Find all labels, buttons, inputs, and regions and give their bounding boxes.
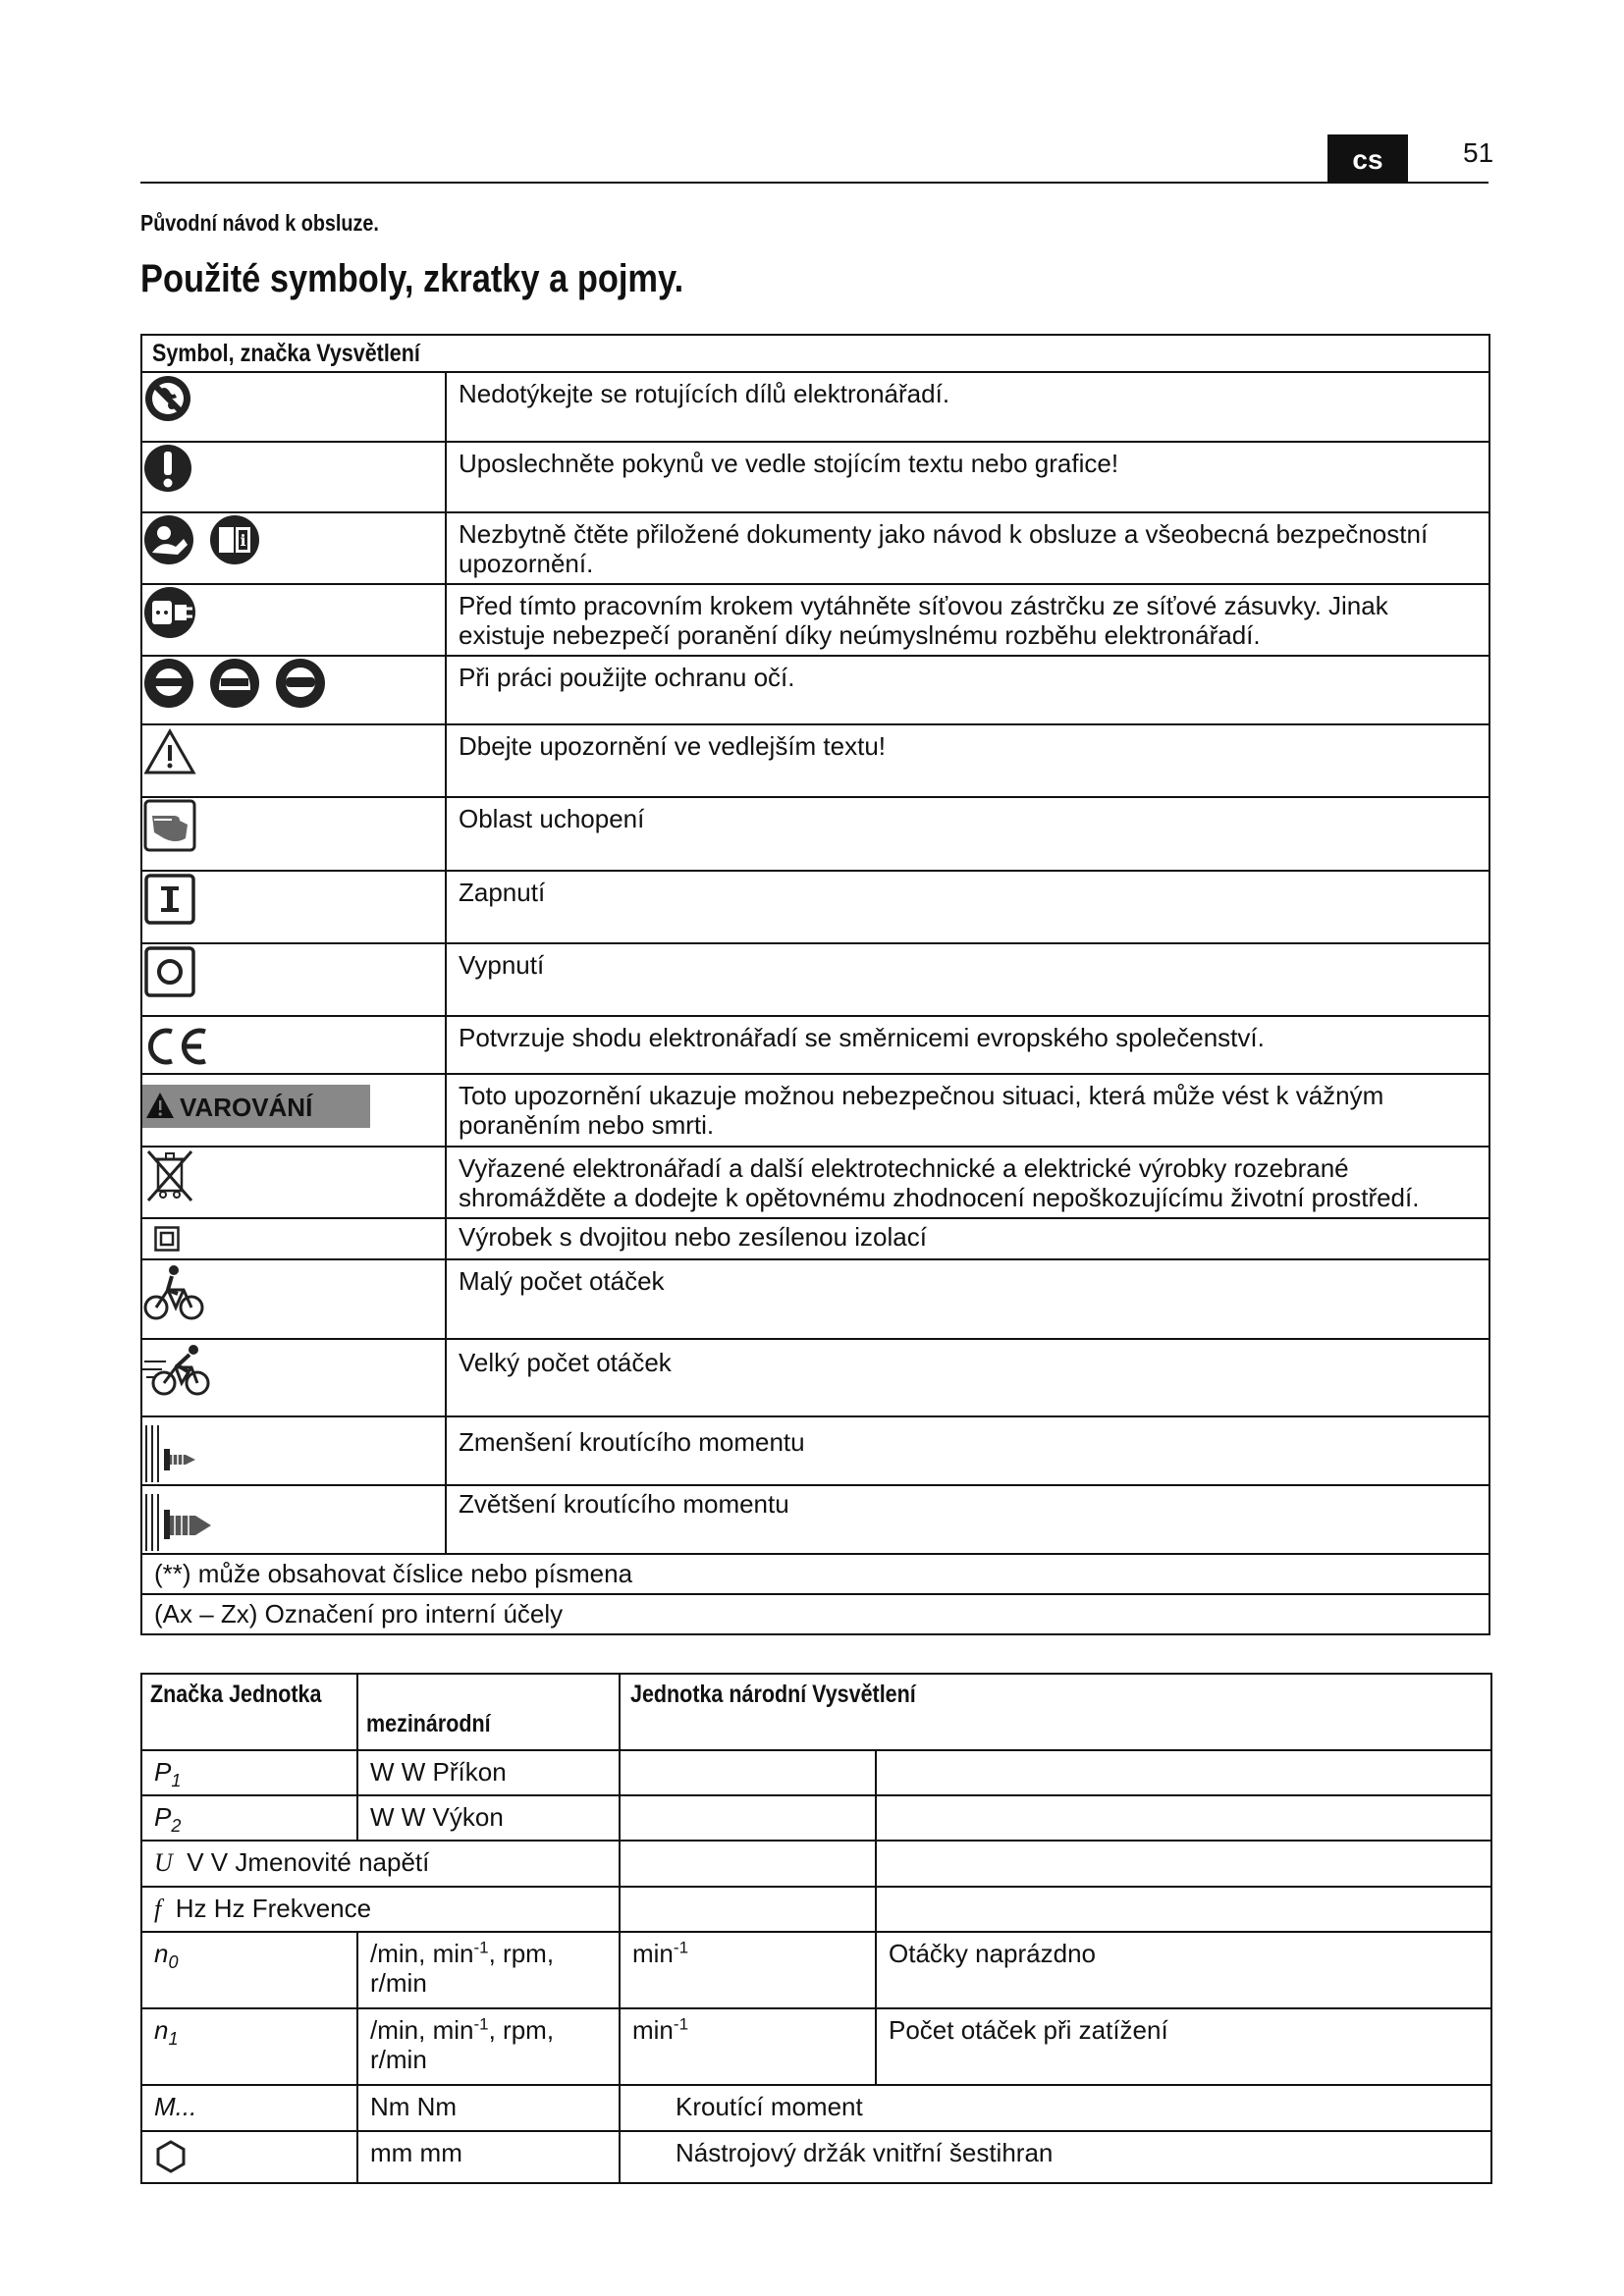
original-notice: Původní návod k obsluze. [140, 210, 379, 236]
units-table [140, 1673, 1492, 2184]
symbol-description: Vypnutí [459, 950, 545, 980]
table-row [141, 1218, 1489, 1259]
read-manual-icon [142, 513, 270, 566]
table-row [141, 1339, 1489, 1416]
unit-row-text: f Hz Hz Frekvence [154, 1894, 372, 1923]
unit-symbol: $P_2$ [154, 1802, 182, 1837]
unit-symbol: $n_0$ [154, 1939, 179, 1973]
unit-international: /min, $\min^{-1}$, rpm, r/min [370, 2014, 555, 2074]
table-row [141, 797, 1489, 871]
table-row [141, 1841, 1491, 1887]
table-row [141, 1147, 1489, 1218]
symbol-description: Před tímto pracovním krokem vytáhněte síťovou zástrčku ze síťové zásuvky. Jinak existuje nebezpečí poranění díky neúmyslnému rozběhu elektronářadí. [459, 591, 1388, 650]
warning-label-text: VAROVÁNÍ [180, 1093, 313, 1122]
unit-row-text: W W Příkon [370, 1757, 507, 1787]
table-row [141, 1485, 1489, 1554]
table-row [141, 1795, 1491, 1841]
table-row [141, 2085, 1491, 2131]
unit-explanation: Kroutící moment [676, 2092, 863, 2121]
hexagon-socket-icon [154, 2140, 188, 2173]
table-row [141, 1416, 1489, 1485]
unit-explanation: Otáčky naprázdno [889, 1939, 1097, 1968]
units-header-international: mezinárodní [366, 1710, 491, 1737]
symbol-description: Toto upozornění ukazuje možnou nebezpečnou situaci, která může vést k vážným poraněním nebo smrti. [459, 1081, 1384, 1140]
grip-area-icon [142, 798, 197, 853]
table-row [141, 512, 1489, 584]
table-row [141, 1259, 1489, 1339]
torque-decrease-icon [142, 1423, 211, 1484]
unit-row-text: W W Výkon [370, 1802, 504, 1832]
symbol-description: Zapnutí [459, 878, 546, 907]
table-row [141, 656, 1489, 724]
warning-triangle-icon [142, 725, 197, 778]
table-row [141, 584, 1489, 656]
header-rule [140, 182, 1489, 184]
table-row [141, 871, 1489, 943]
symbol-description: Velký počet otáček [459, 1348, 672, 1377]
symbol-description: Výrobek s dvojitou nebo zesílenou izolací [459, 1222, 927, 1252]
table-row [141, 724, 1489, 797]
unit-row-text: U V V Jmenovité napětí [154, 1847, 430, 1877]
unit-symbol: $n_1$ [154, 2015, 179, 2050]
unit-international: Nm Nm [370, 2092, 458, 2121]
unit-international: mm mm [370, 2138, 462, 2167]
unit-international: /min, $\min^{-1}$, rpm, r/min [370, 1938, 555, 1998]
double-insulation-icon [154, 1226, 180, 1252]
table-row [141, 1932, 1491, 2008]
symbols-table [140, 334, 1490, 1635]
units-header-row [141, 1674, 1491, 1750]
symbol-description: Malý počet otáček [459, 1266, 665, 1296]
torque-increase-icon [142, 1492, 215, 1553]
table-row [141, 1887, 1491, 1932]
symbol-description: Vyřazené elektronářadí a další elektrotechnické a elektrické výrobky rozebrané shromážděte a dodejte k opětovnému zhodnocení nepoškozujícímu životní prostředí. [459, 1153, 1420, 1212]
switch-off-icon [142, 944, 197, 999]
symbol-description: Potvrzuje shodu elektronářadí se směrnicemi evropského společenství. [459, 1023, 1265, 1052]
ce-mark-icon [142, 1027, 211, 1066]
symbol-description: Při práci použijte ochranu očí. [459, 663, 795, 692]
symbol-description: Zvětšení kroutícího momentu [459, 1489, 789, 1519]
page-number: 51 [1463, 137, 1494, 168]
footnote-digits: (**) může obsahovat číslice nebo písmena [154, 1559, 633, 1588]
table-row [141, 1554, 1489, 1594]
table-row [141, 372, 1489, 442]
symbol-description: Dbejte upozornění ve vedlejším textu! [459, 731, 887, 761]
no-touch-rotating-icon [142, 373, 193, 424]
eye-protection-icon [142, 657, 329, 710]
table-row [141, 1074, 1489, 1147]
unit-explanation: Nástrojový držák vnitřní šestihran [676, 2138, 1054, 2167]
mandatory-exclamation-icon [142, 443, 193, 494]
symbol-description: Nezbytně čtěte přiložené dokumenty jako návod k obsluze a všeobecná bezpečnostní upozornění. [459, 519, 1429, 578]
table-row [141, 442, 1489, 512]
svg-text:i: i [240, 531, 246, 550]
symbol-description: Zmenšení kroutícího momentu [459, 1427, 805, 1457]
low-speed-bicycle-icon [142, 1260, 205, 1323]
symbol-description: Nedotýkejte se rotujících dílů elektronářadí. [459, 379, 950, 408]
unit-national: $\min^{-1}$ [632, 2014, 689, 2045]
unplug-icon [142, 585, 197, 640]
high-speed-bicycle-icon [142, 1340, 217, 1399]
warning-label-icon [142, 1085, 370, 1128]
unit-national: $\min^{-1}$ [632, 1938, 689, 1968]
language-badge: cs [1327, 134, 1408, 182]
table-row [141, 943, 1489, 1016]
unit-explanation: Počet otáček při zatížení [889, 2015, 1168, 2045]
symbols-header: Symbol, značka Vysvětlení [152, 340, 420, 367]
table-row [141, 1594, 1489, 1634]
weee-bin-icon [142, 1148, 197, 1204]
table-row [141, 2008, 1491, 2085]
units-header-national: Jednotka národní Vysvětlení [630, 1681, 916, 1708]
symbols-header-row [141, 335, 1489, 372]
switch-on-icon [142, 872, 197, 927]
table-row [141, 2131, 1491, 2183]
units-header-main: Značka Jednotka [150, 1681, 322, 1708]
section-title: Použité symboly, zkratky a pojmy. [140, 257, 684, 300]
table-row [141, 1016, 1489, 1074]
symbol-description: Uposlechněte pokynů ve vedle stojícím textu nebo grafice! [459, 449, 1119, 478]
unit-symbol: $P_1$ [154, 1757, 182, 1791]
footnote-internal: (Ax – Zx) Označení pro interní účely [154, 1599, 564, 1629]
symbol-description: Oblast uchopení [459, 804, 645, 833]
table-row [141, 1750, 1491, 1795]
unit-symbol: M... [154, 2092, 197, 2121]
